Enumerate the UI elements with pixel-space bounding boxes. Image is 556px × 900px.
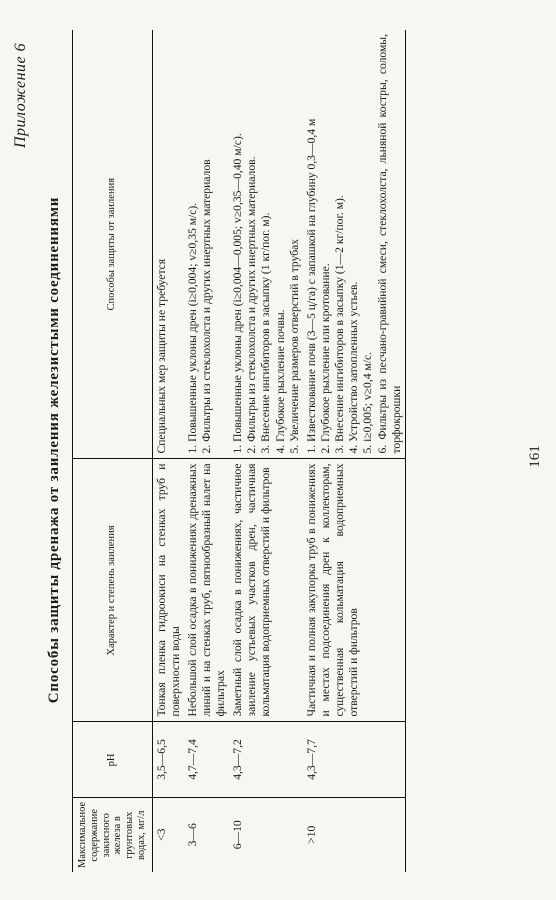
cell-character: Частичная и полная закупорка труб в понижениях и местах подсоединения дрен к коллекторам, существенная кольматация водоприемных отверстий и фильтров bbox=[303, 459, 405, 722]
method-item: 2. Фильтры из стеклохолста и других инертных материалов. bbox=[245, 156, 259, 454]
cell-character: Небольшой слой осадка в понижениях дренажных линий и на стенках труб, пятнообразный налет на фильтрах bbox=[184, 459, 229, 722]
method-item: 3. Внесение ингибиторов в засыпку (1—2 кг/пог. м). bbox=[333, 195, 347, 454]
cell-iron: >10 bbox=[303, 798, 405, 872]
table-row bbox=[184, 30, 229, 872]
table-body bbox=[152, 30, 405, 872]
method-item: 1. Повышенные уклоны дрен (i≥0,004; v≥0,35 м/с). bbox=[185, 202, 199, 454]
protection-table bbox=[72, 30, 406, 872]
method-item: 5. Увеличение размеров отверстий в трубах bbox=[287, 238, 301, 454]
header-methods: Способы защиты от заиления bbox=[73, 30, 153, 459]
cell-ph: 4,3—7,7 bbox=[303, 722, 405, 798]
method-item: 1. Повышенные уклоны дрен (i≥0,004—0,005; v≥0,35—0,40 м/с). bbox=[231, 133, 245, 454]
cell-ph: 4,7—7,4 bbox=[184, 722, 229, 798]
table-title: Способы защиты дренажа от заиления железистыми соединениями bbox=[46, 196, 62, 704]
cell-methods bbox=[152, 30, 184, 459]
cell-ph: 3,5—6,5 bbox=[152, 722, 184, 798]
table-row bbox=[152, 30, 184, 872]
method-item: 2. Глубокое рыхление или кротование. bbox=[319, 263, 333, 454]
cell-iron: <3 bbox=[152, 798, 184, 872]
method-item: 5. i≥0,005; v≥0,4 м/с. bbox=[361, 351, 375, 454]
appendix-label: Приложение 6 bbox=[12, 42, 29, 148]
method-item: 3. Внесение ингибиторов в засыпку (1 кг/пог. м). bbox=[259, 212, 273, 454]
header-iron: Максимальное содержание закисного железа в грунтовых водах, мг/л bbox=[73, 798, 153, 872]
cell-methods bbox=[184, 30, 229, 459]
table-header-row bbox=[73, 30, 153, 872]
cell-character: Заметный слой осадка в понижениях, частичное заиление устьевых участков дрен, частичная кольматация водоприемных отверстий и фильтров bbox=[229, 459, 303, 722]
cell-ph: 4,3—7,2 bbox=[229, 722, 303, 798]
method-item: 4. Глубокое рыхление почвы. bbox=[273, 309, 287, 454]
method-item: 6. Фильтры из песчано-гравийной смеси, стеклохолста, льняной костры, соломы, торфокрошки bbox=[375, 34, 403, 454]
method-item: 2. Фильтры из стеклохолста и других инертных материалов bbox=[199, 159, 213, 454]
header-character: Характер и степень заиления bbox=[73, 459, 153, 722]
cell-iron: 6—10 bbox=[229, 798, 303, 872]
cell-character: Тонкая пленка гидроокиси на стенках труб и поверхности воды bbox=[152, 459, 184, 722]
cell-methods bbox=[229, 30, 303, 459]
header-ph: pH bbox=[73, 722, 153, 798]
table-row bbox=[303, 30, 405, 872]
cell-iron: 3—6 bbox=[184, 798, 229, 872]
cell-methods bbox=[303, 30, 405, 459]
method-item: 4. Устройство затопленных устьев. bbox=[347, 281, 361, 454]
method-item: Специальных мер защиты не требуется bbox=[154, 258, 168, 454]
method-item: 1. Известкование почв (3—5 ц/га) с запашкой на глубину 0,3—0,4 м bbox=[304, 118, 318, 454]
page-number: 161 bbox=[526, 445, 543, 468]
table-row bbox=[229, 30, 303, 872]
